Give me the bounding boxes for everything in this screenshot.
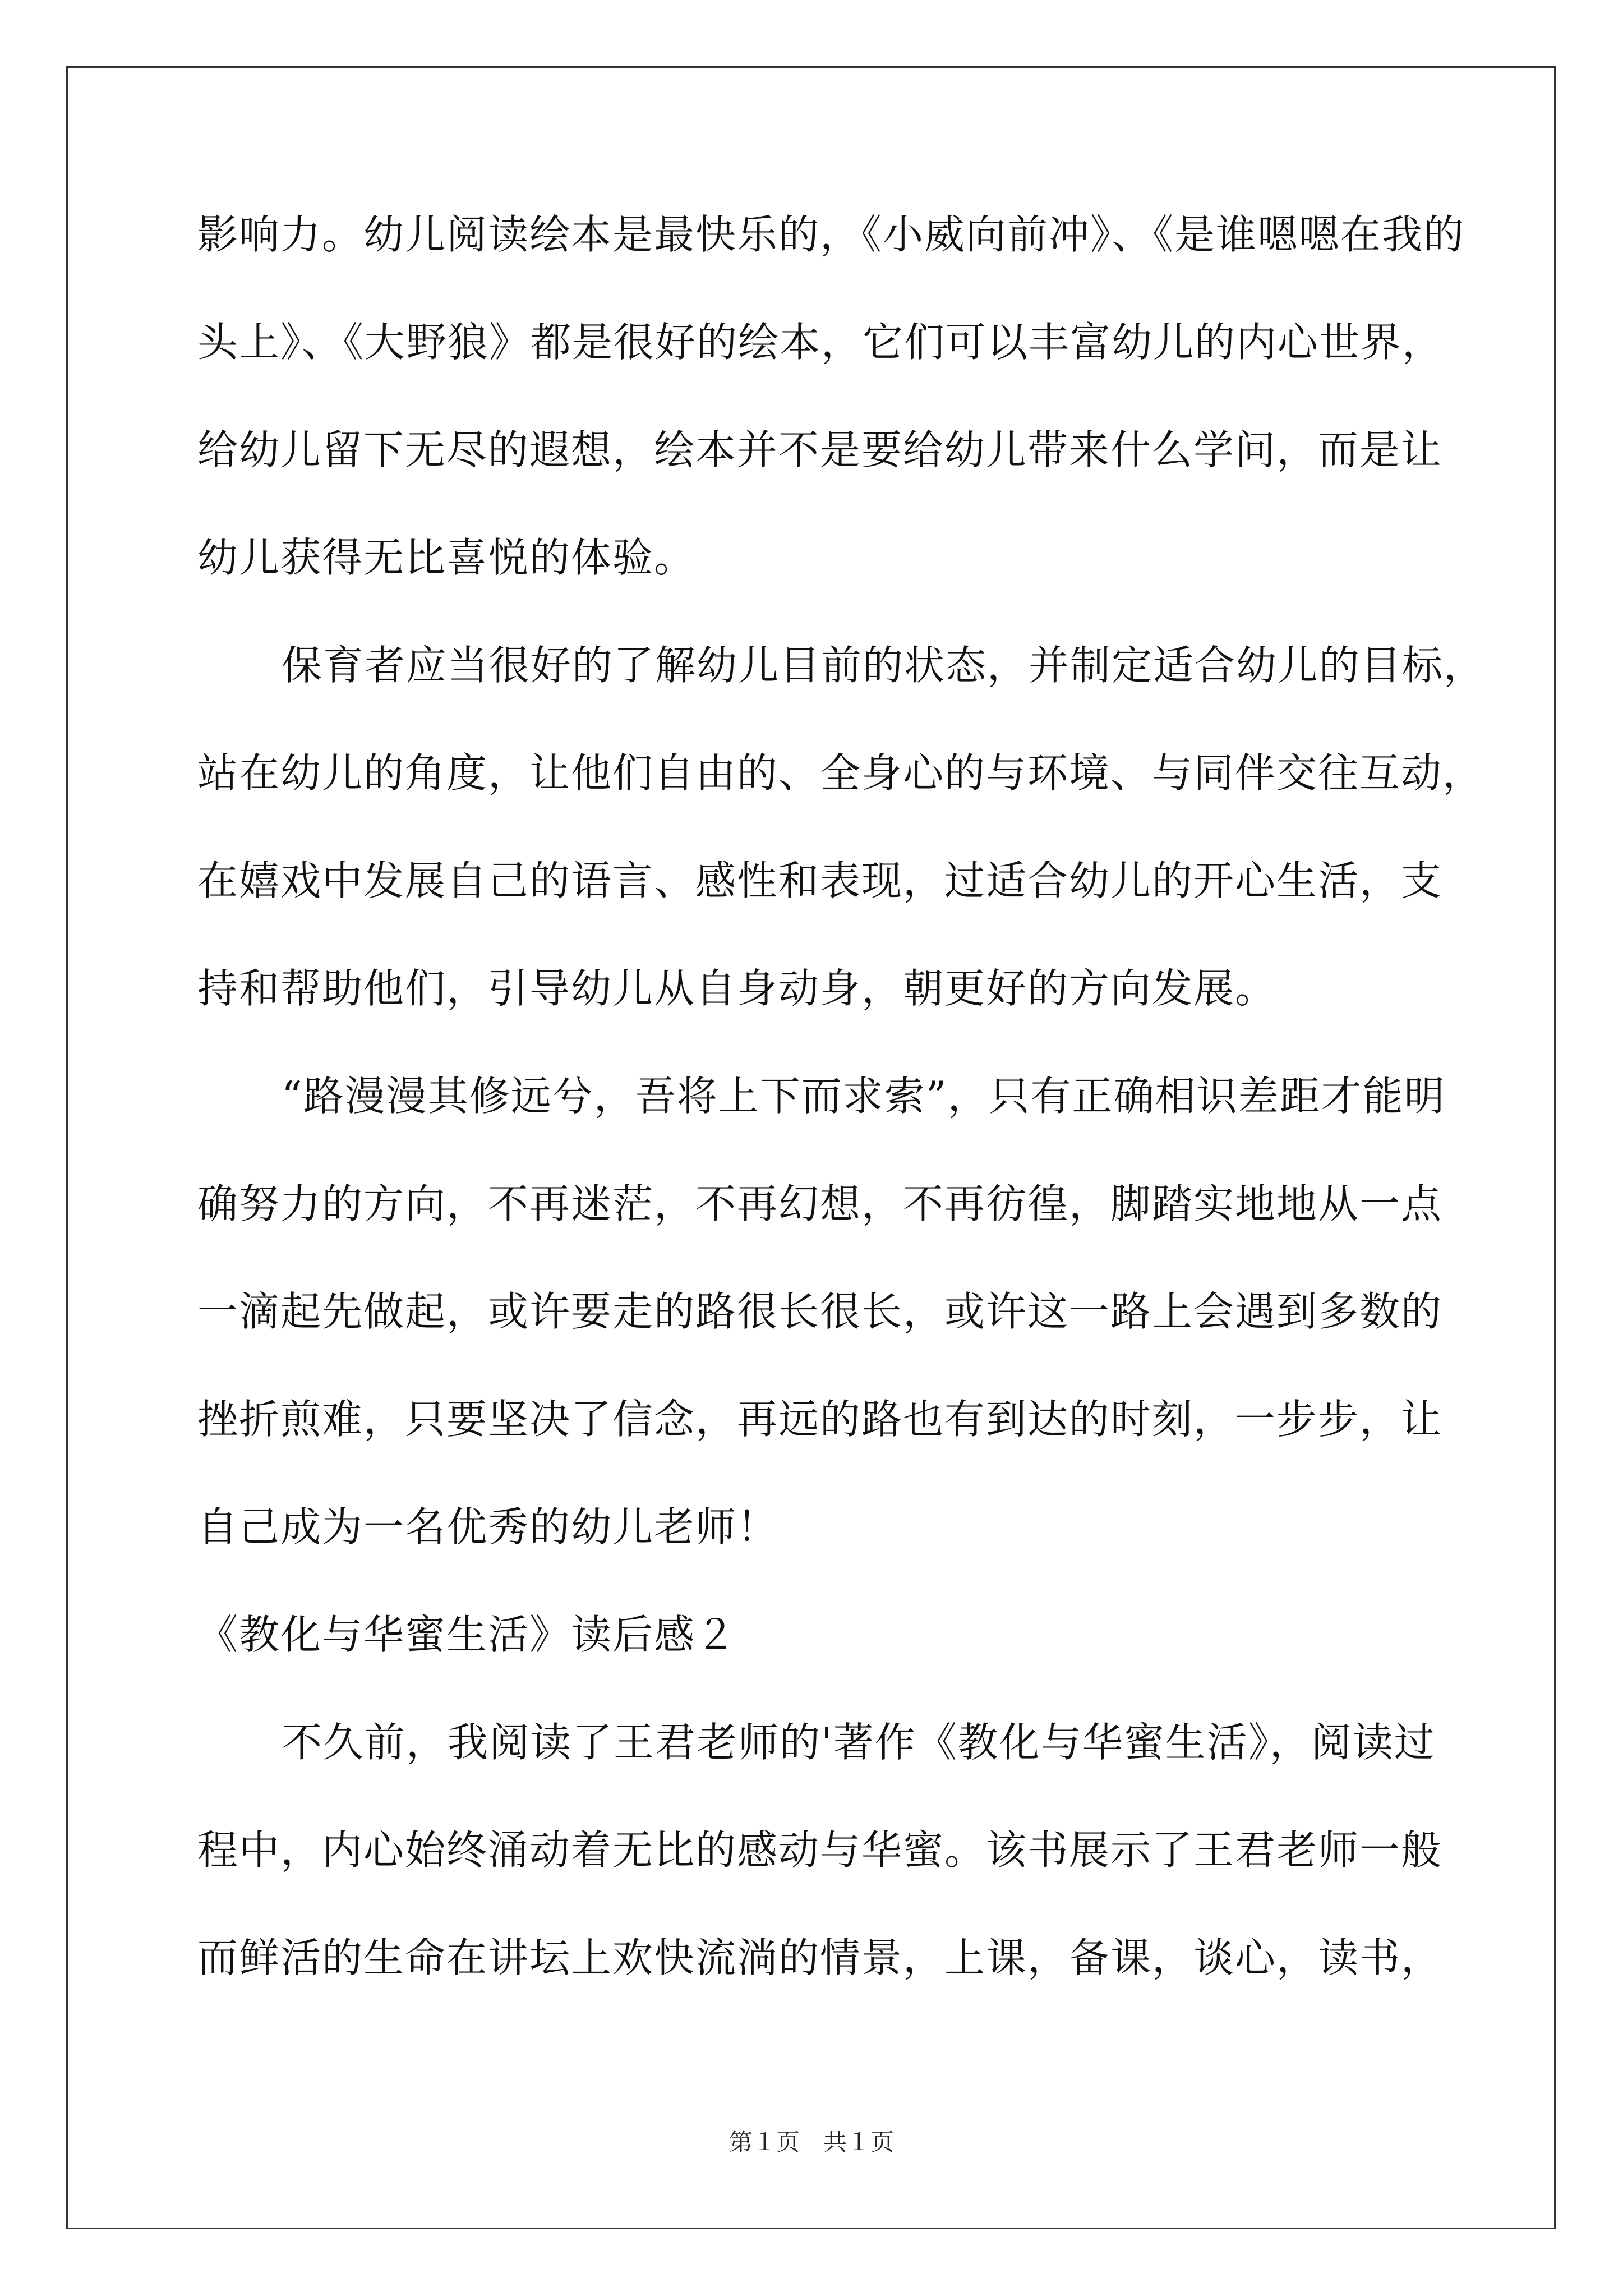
paragraph-line: 自己成为一名优秀的幼儿老师！ [197,1503,779,1550]
paragraph-line: 持和帮助他们，引导幼儿从自身动身，朝更好的方向发展。 [197,965,1277,1012]
paragraph-line: 给幼儿留下无尽的遐想，绘本并不是要给幼儿带来什么学问，而是让 [197,426,1443,473]
page-border [66,66,1556,2229]
paragraph-line: 确努力的方向，不再迷茫，不再幻想，不再彷徨，脚踏实地地从一点 [197,1180,1443,1227]
paragraph-line: 影响力。幼儿阅读绘本是最快乐的，《小威向前冲》、《是谁嗯嗯在我的 [197,211,1465,258]
section-heading: 《教化与华蜜生活》读后感２ [197,1611,737,1658]
paragraph-line: 一滴起先做起，或许要走的路很长很长，或许这一路上会遇到多数的 [197,1288,1443,1335]
paragraph-line: 头上》、《大野狼》都是很好的绘本，它们可以丰富幼儿的内心世界， [197,319,1444,366]
paragraph-line: 不久前，我阅读了王君老师的'著作《教化与华蜜生活》，阅读过 [282,1719,1436,1766]
paragraph-line: 保育者应当很好的了解幼儿目前的状态，并制定适合幼儿的目标， [282,642,1486,689]
paragraph-line: 在嬉戏中发展自己的语言、感性和表现，过适合幼儿的开心生活，支 [197,857,1443,904]
page-footer: 第１页 共１页 [728,2130,894,2156]
paragraph-line: 站在幼儿的角度，让他们自由的、全身心的与环境、与同伴交往互动， [197,749,1484,797]
paragraph-line: 而鲜活的生命在讲坛上欢快流淌的情景，上课，备课，谈心，读书， [197,1934,1443,1981]
paragraph-line: 程中，内心始终涌动着无比的感动与华蜜。该书展示了王君老师一般 [197,1826,1443,1874]
paragraph-line: “路漫漫其修远兮，吾将上下而求索”，只有正确相识差距才能明 [282,1073,1446,1120]
paragraph-line: 挫折煎难，只要坚决了信念，再远的路也有到达的时刻，一步步，让 [197,1396,1443,1443]
paragraph-line: 幼儿获得无比喜悦的体验。 [197,534,696,581]
